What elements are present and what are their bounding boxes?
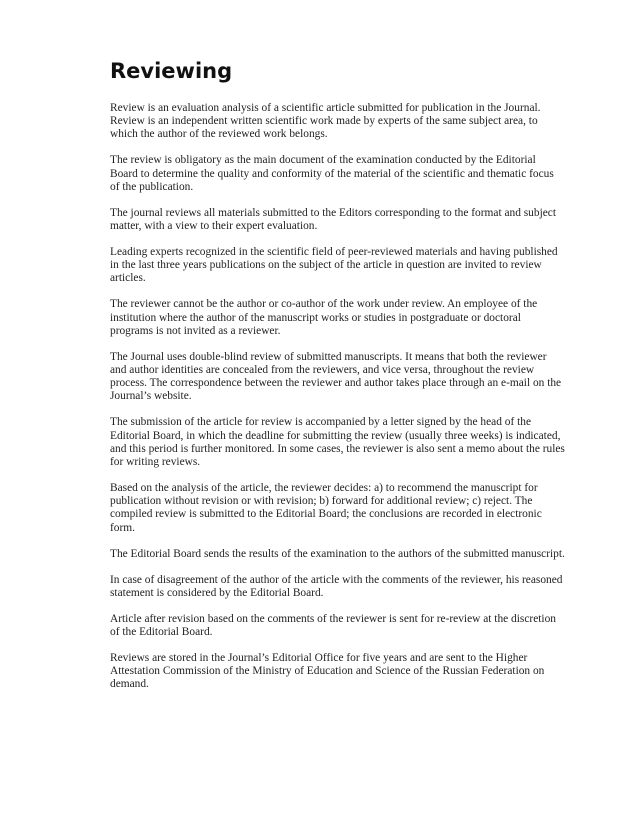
- paragraph-disagreement: In case of disagreement of the author of the article with the comments of the reviewer, his reasoned statement is considered by the Editorial Board.: [110, 573, 563, 599]
- paragraph-submission-letter: The submission of the article for review is accompanied by a letter signed by the head of the Editorial Board, in which the deadline for submitting the review (usually three weeks) is indicated, and this period is further monitored. In some cases, the reviewer is also sent a memo about the rules for writing reviews.: [110, 416, 565, 469]
- paragraph-review-obligatory: The review is obligatory as the main document of the examination conducted by the Editorial Board to determine the quality and conformity of the material of the scientific and thematic focus of the publication.: [110, 154, 554, 193]
- paragraph-double-blind: The Journal uses double-blind review of submitted manuscripts. It means that both the reviewer and author identities are concealed from the reviewers, and vice versa, throughout the review process. The correspondence between the reviewer and author takes place through an e-mail on the Journal’s website.: [110, 350, 562, 403]
- paragraph-leading-experts: Leading experts recognized in the scientific field of peer-reviewed materials and having published in the last three years publications on the subject of the article in question are invited to review articles.: [110, 246, 558, 285]
- paragraph-results-sent: The Editorial Board sends the results of the examination to the authors of the submitted manuscript.: [110, 547, 565, 560]
- paragraph-storage: Reviews are stored in the Journal’s Editorial Office for five years and are sent to the Higher Attestation Commission of the Ministry of Education and Science of the Russian Federation on demand.: [110, 652, 545, 691]
- paragraph-reviewer-restrictions: The reviewer cannot be the author or co-author of the work under review. An employee of the institution where the author of the manuscript works or studies in postgraduate or doctoral programs is not invited as a reviewer.: [110, 298, 538, 337]
- paragraph-re-review: Article after revision based on the comments of the reviewer is sent for re-review at the discretion of the Editorial Board.: [110, 612, 556, 639]
- page-title: Reviewing: [110, 59, 233, 83]
- paragraph-reviewer-decision: Based on the analysis of the article, the reviewer decides: a) to recommend the manuscript for publication without revision or with revision; b) forward for additional review; c) reject. The compiled review is submitted to the Editorial Board; the conclusions are recorded in electronic form.: [110, 482, 542, 534]
- document-page: [110, 58, 565, 704]
- paragraph-materials-reviewed: The journal reviews all materials submitted to the Editors corresponding to the format and subject matter, with a view to their expert evaluation.: [110, 206, 557, 233]
- paragraph-review-definition: Review is an evaluation analysis of a scientific article submitted for publication in the Journal. Review is an independent written scientific work made by experts of the same subject area, to which the author of the reviewed work belongs.: [110, 102, 541, 141]
